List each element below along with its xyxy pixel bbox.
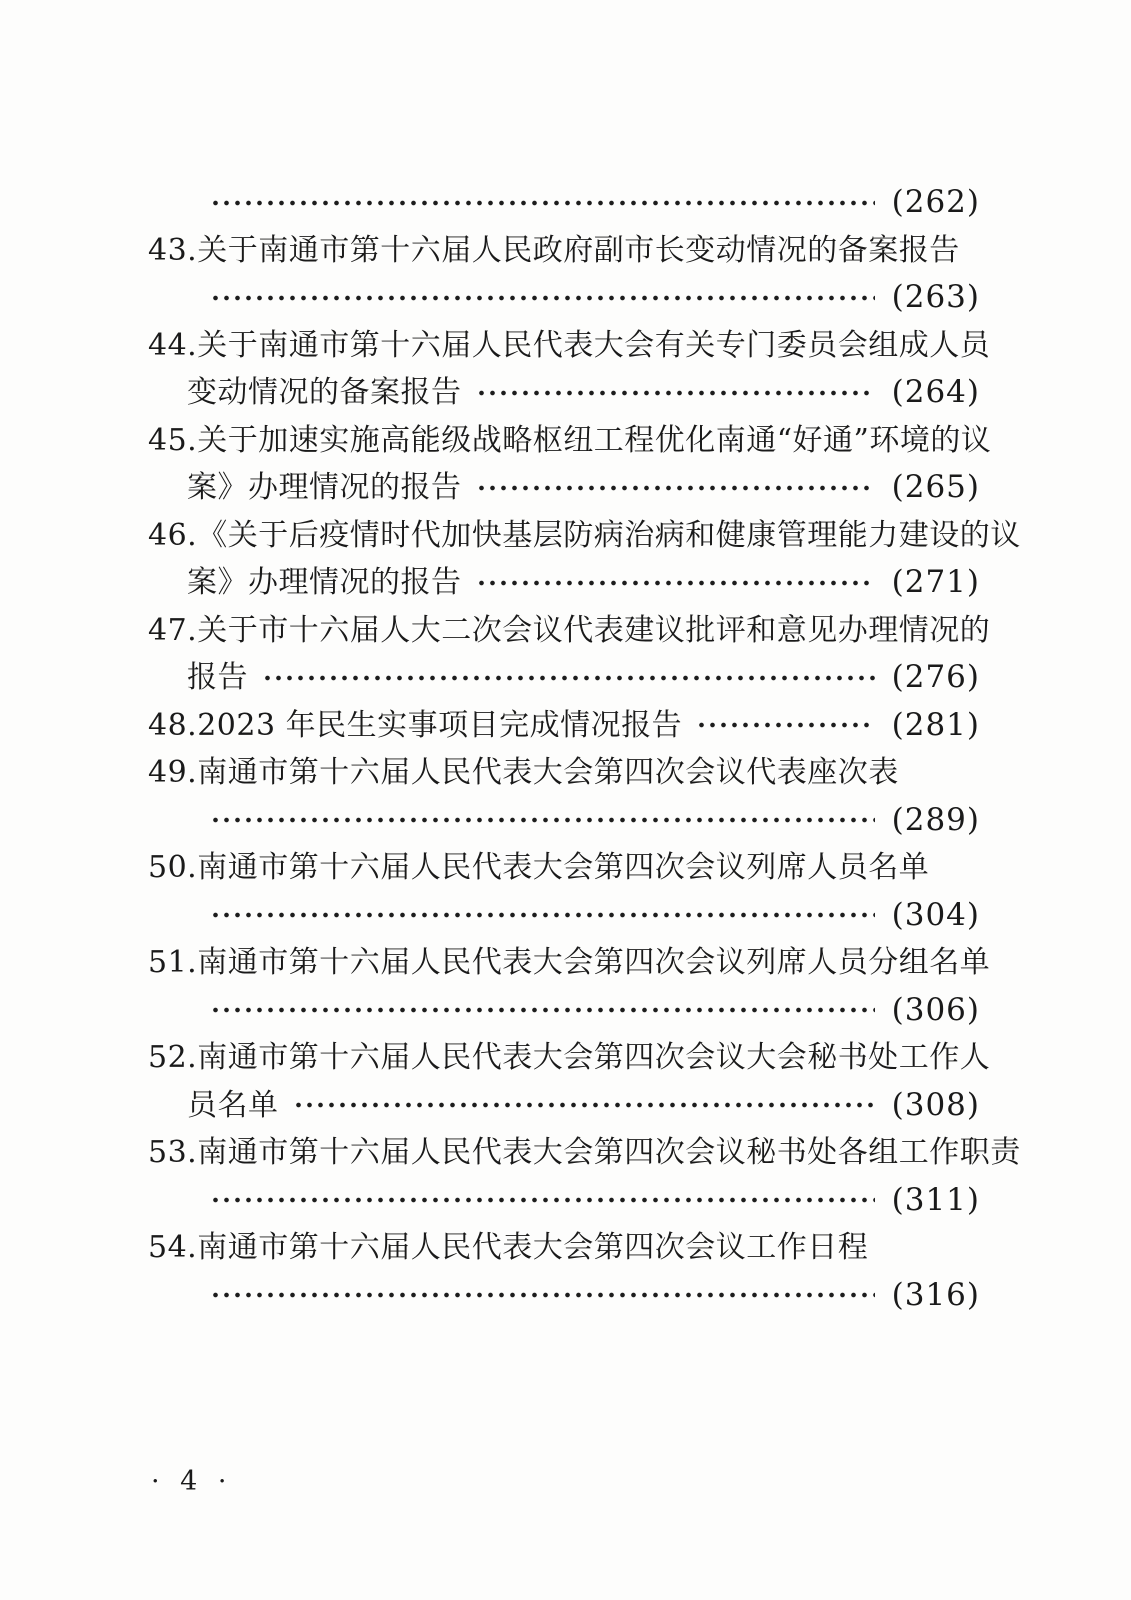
toc-row <box>148 369 980 417</box>
toc-entry-text: 案》办理情况的报告 <box>187 565 462 600</box>
toc-entry-text: 报告 <box>187 660 248 695</box>
dot-leader <box>476 386 875 400</box>
toc-page-number: (308) <box>891 1086 980 1123</box>
toc-row <box>148 607 991 655</box>
toc-page-number: (276) <box>891 659 980 695</box>
dot-leader <box>210 1193 875 1207</box>
toc-row <box>148 797 980 845</box>
toc-row <box>148 844 980 892</box>
toc-row <box>148 892 980 940</box>
dot-leader <box>262 671 875 685</box>
toc-page-number: (265) <box>891 469 980 505</box>
toc-entry-text: 48.2023 年民生实事项目完成情况报告 <box>148 707 683 743</box>
dot-leader <box>210 908 875 922</box>
toc-row <box>148 1034 991 1082</box>
toc-row <box>148 654 980 702</box>
toc-row <box>148 1224 980 1272</box>
toc-entry-text: 案》办理情况的报告 <box>187 470 462 505</box>
dot-leader <box>476 576 875 590</box>
toc-page-number: (264) <box>891 374 980 410</box>
toc-page-number: (281) <box>891 706 980 743</box>
dot-leader <box>293 1098 875 1112</box>
toc-page-number: (289) <box>891 801 980 838</box>
dot-leader <box>210 1288 875 1302</box>
toc-entry-text: 54.南通市第十六届人民代表大会第四次会议工作日程 <box>148 1230 869 1265</box>
toc-row <box>148 179 980 227</box>
toc-row <box>148 1082 980 1130</box>
toc-row <box>148 559 980 607</box>
dot-leader <box>210 291 875 305</box>
dot-leader <box>210 1003 875 1017</box>
toc-page-number: (271) <box>891 564 980 600</box>
dot-leader <box>696 718 875 732</box>
toc-entry-text: 47.关于市十六届人大二次会议代表建议批评和意见办理情况的 <box>148 612 991 648</box>
toc-row <box>148 939 991 987</box>
toc-row <box>148 1129 1021 1177</box>
toc-entry-text: 50.南通市第十六届人民代表大会第四次会议列席人员名单 <box>148 850 930 885</box>
toc-entry-text: 51.南通市第十六届人民代表大会第四次会议列席人员分组名单 <box>148 945 991 980</box>
toc-row <box>148 274 980 322</box>
toc-entry-text: 53.南通市第十六届人民代表大会第四次会议秘书处各组工作职责 <box>148 1135 1021 1170</box>
toc-row <box>148 227 980 275</box>
toc-row <box>148 417 992 465</box>
toc-row <box>148 749 980 797</box>
dot-leader <box>210 813 875 827</box>
toc-list <box>148 179 1021 1319</box>
toc-entry-text: 44.关于南通市第十六届人民代表大会有关专门委员会组成人员 <box>148 327 991 363</box>
toc-entry-text: 45.关于加速实施高能级战略枢纽工程优化南通“好通”环境的议 <box>148 422 992 458</box>
dot-leader <box>210 196 875 210</box>
toc-row <box>148 322 991 370</box>
toc-page-number: (262) <box>891 184 980 220</box>
toc-entry-text: 52.南通市第十六届人民代表大会第四次会议大会秘书处工作人 <box>148 1040 991 1075</box>
toc-entry-text: 49.南通市第十六届人民代表大会第四次会议代表座次表 <box>148 755 899 790</box>
toc-row <box>148 1272 980 1320</box>
toc-page-number: (316) <box>891 1276 980 1313</box>
page-number-footer: · 4 · <box>151 1466 233 1497</box>
toc-row <box>148 464 980 512</box>
toc-row <box>148 702 980 750</box>
toc-entry-text: 变动情况的备案报告 <box>187 375 462 410</box>
toc-page-number: (263) <box>891 279 980 315</box>
toc-row <box>148 987 980 1035</box>
toc-entry-text: 员名单 <box>187 1087 279 1123</box>
toc-page-number: (306) <box>891 991 980 1028</box>
toc-row <box>148 1177 980 1225</box>
toc-entry-text: 46.《关于后疫情时代加快基层防病治病和健康管理能力建设的议 <box>148 517 1021 553</box>
dot-leader <box>476 481 875 495</box>
toc-entry-text: 43.关于南通市第十六届人民政府副市长变动情况的备案报告 <box>148 232 960 268</box>
toc-row <box>148 512 1021 560</box>
toc-page-number: (304) <box>891 896 980 933</box>
toc-page-number: (311) <box>891 1181 980 1218</box>
